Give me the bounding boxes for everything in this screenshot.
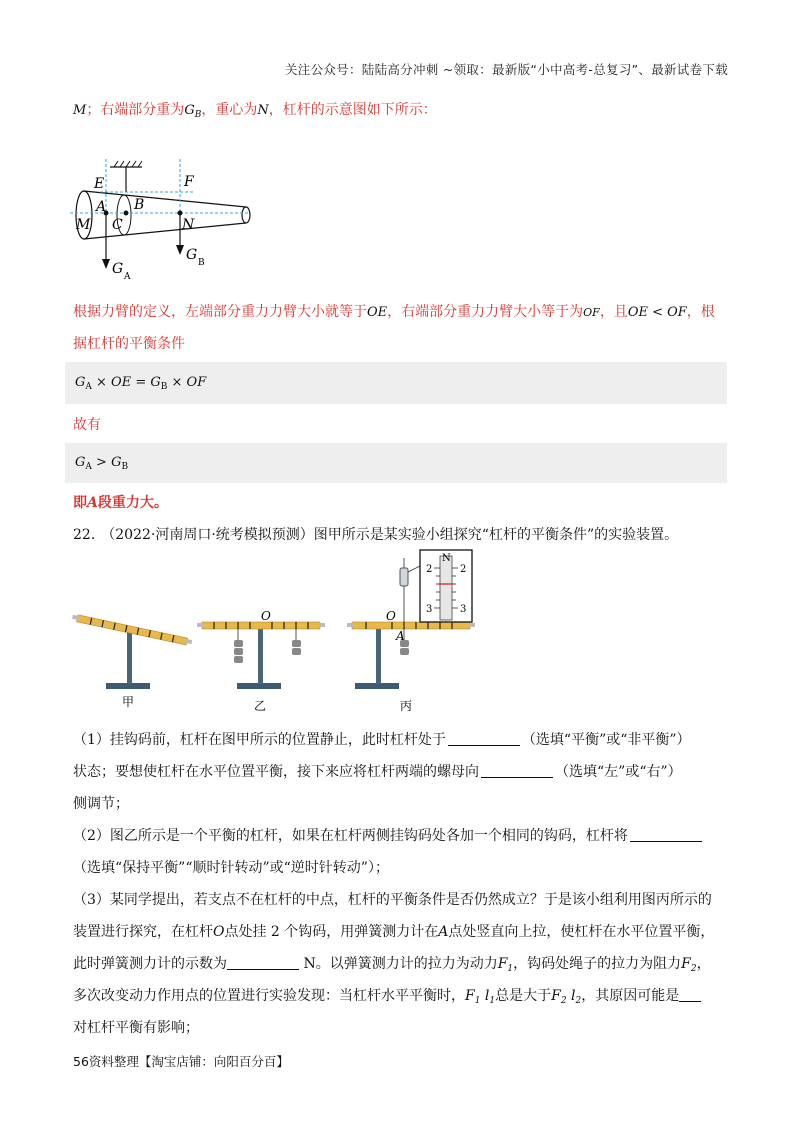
q1-line-2: 状态；要想使杠杆在水平位置平衡，接下来应将杠杆两端的螺母向 （选填“左”或“右”） [73,764,682,780]
label-bing: 丙 [400,699,413,713]
answer-blank-1[interactable] [448,732,520,746]
q3-line-4: 多次改变动力作用点的位置进行实验发现：当杠杆水平平衡时，$F_1$ $l_1$总是大于$F_2$ $l_2$，其原因可能是 [73,986,701,1011]
question-22-stem: 22. （2022·河南周口·统考模拟预测）图甲所示是某实验小组探究“杠杆的平衡条件”的实验装置。 [73,527,679,543]
scale-tick-right-2: 2 [460,564,467,575]
inequality: OE < OF [627,305,687,320]
symbol-OE: OE [367,305,388,320]
answer-blank-4[interactable] [227,956,299,970]
q3-line-3: 此时弹簧测力计的示数为 N。以弹簧测力计的拉力为动力$F_1$，钩码处绳子的拉力为阻力$F_2$， [73,956,711,974]
lever-schematic-figure [70,155,270,285]
label-A: A [96,199,107,215]
answer-line-1 [73,100,437,125]
label-A-bing: A [396,629,405,643]
symbol-M: M [73,103,87,118]
answer-blank-3[interactable] [630,828,702,842]
q1-line-3: 侧调节； [73,796,129,812]
page-header: 关注公众号：陆陆高分冲刺 ~领取：最新版“小中高考-总复习”、最新试卷下载 [284,62,728,77]
label-GA-sub: A [124,272,131,282]
scale-tick-left-3: 3 [426,604,433,615]
answer-line-3: 据杠杆的平衡条件 [73,336,185,352]
q3-line-2: 装置进行探究，在杠杆O点处挂 2 个钩码，用弹簧测力计在A点处竖直向上拉，使杠杆在水平位置平衡， [73,924,715,940]
text: ；右端部分重为 [86,102,185,118]
formula-result: $G_A > G_B$ [65,443,727,483]
label-GB-sub: B [198,258,205,268]
page-footer: 56资料整理【淘宝店铺：向阳百分百】 [73,1054,289,1069]
label-F: F [184,174,194,190]
symbol-OF: OF [583,306,600,319]
label-N: N [182,217,195,233]
label-yi: 乙 [254,699,267,713]
label-jia: 甲 [122,695,135,709]
symbol-GB: $G_B$ [184,103,202,120]
q3-line-5: 对杠杆平衡有影响； [73,1020,199,1036]
q3-line-1: （3）某同学提出，若支点不在杠杆的中点，杠杆的平衡条件是否仍然成立？于是该小组利用图丙所示的 [73,892,712,908]
label-O-yi: O [261,609,271,623]
label-E: E [94,176,105,192]
label-B: B [134,197,145,213]
text: ，重心为 [201,102,258,118]
label-C: C [112,217,123,233]
label-M: M [76,217,91,233]
figure-bing [347,550,475,713]
scale-tick-left-2: 2 [426,564,433,575]
formula-balance: $G_A$ × OE = $G_B$ × OF [65,362,727,404]
label-O-bing: O [386,609,396,623]
text-guyou: 故有 [73,417,101,433]
q2-line-1: （2）图乙所示是一个平衡的杠杆，如果在杠杆两侧挂钩码处各加一个相同的钩码，杠杆将 [73,826,704,846]
conclusion: 即A段重力大。 [73,495,168,511]
answer-blank-5[interactable] [679,988,701,1002]
experiment-figures [70,548,490,716]
q2-line-2: （选填“保持平衡”“顺时针转动”或“逆时针转动”）； [73,860,389,876]
question-source: （2022·河南周口·统考模拟预测） [101,527,314,543]
figure-jia [72,614,193,709]
q1-line-1: （1）挂钩码前，杠杆在图甲所示的位置静止，此时杠杆处于 （选填“平衡”或“非平衡”） [73,732,691,748]
text: ，杠杆的示意图如下所示： [268,102,437,118]
scale-unit-N: N [442,553,451,564]
scale-tick-right-3: 3 [460,604,467,615]
answer-blank-2[interactable] [481,764,553,778]
figure-yi [197,609,325,713]
answer-line-2: 根据力臂的定义，左端部分重力力臂大小就等于OE，右端部分重力力臂大小等于为OF，且OE < OF，根 [73,304,715,320]
question-number: 22. [73,527,96,543]
label-GA: G [112,261,124,277]
label-GB: G [186,247,198,263]
symbol-N: N [257,103,269,118]
